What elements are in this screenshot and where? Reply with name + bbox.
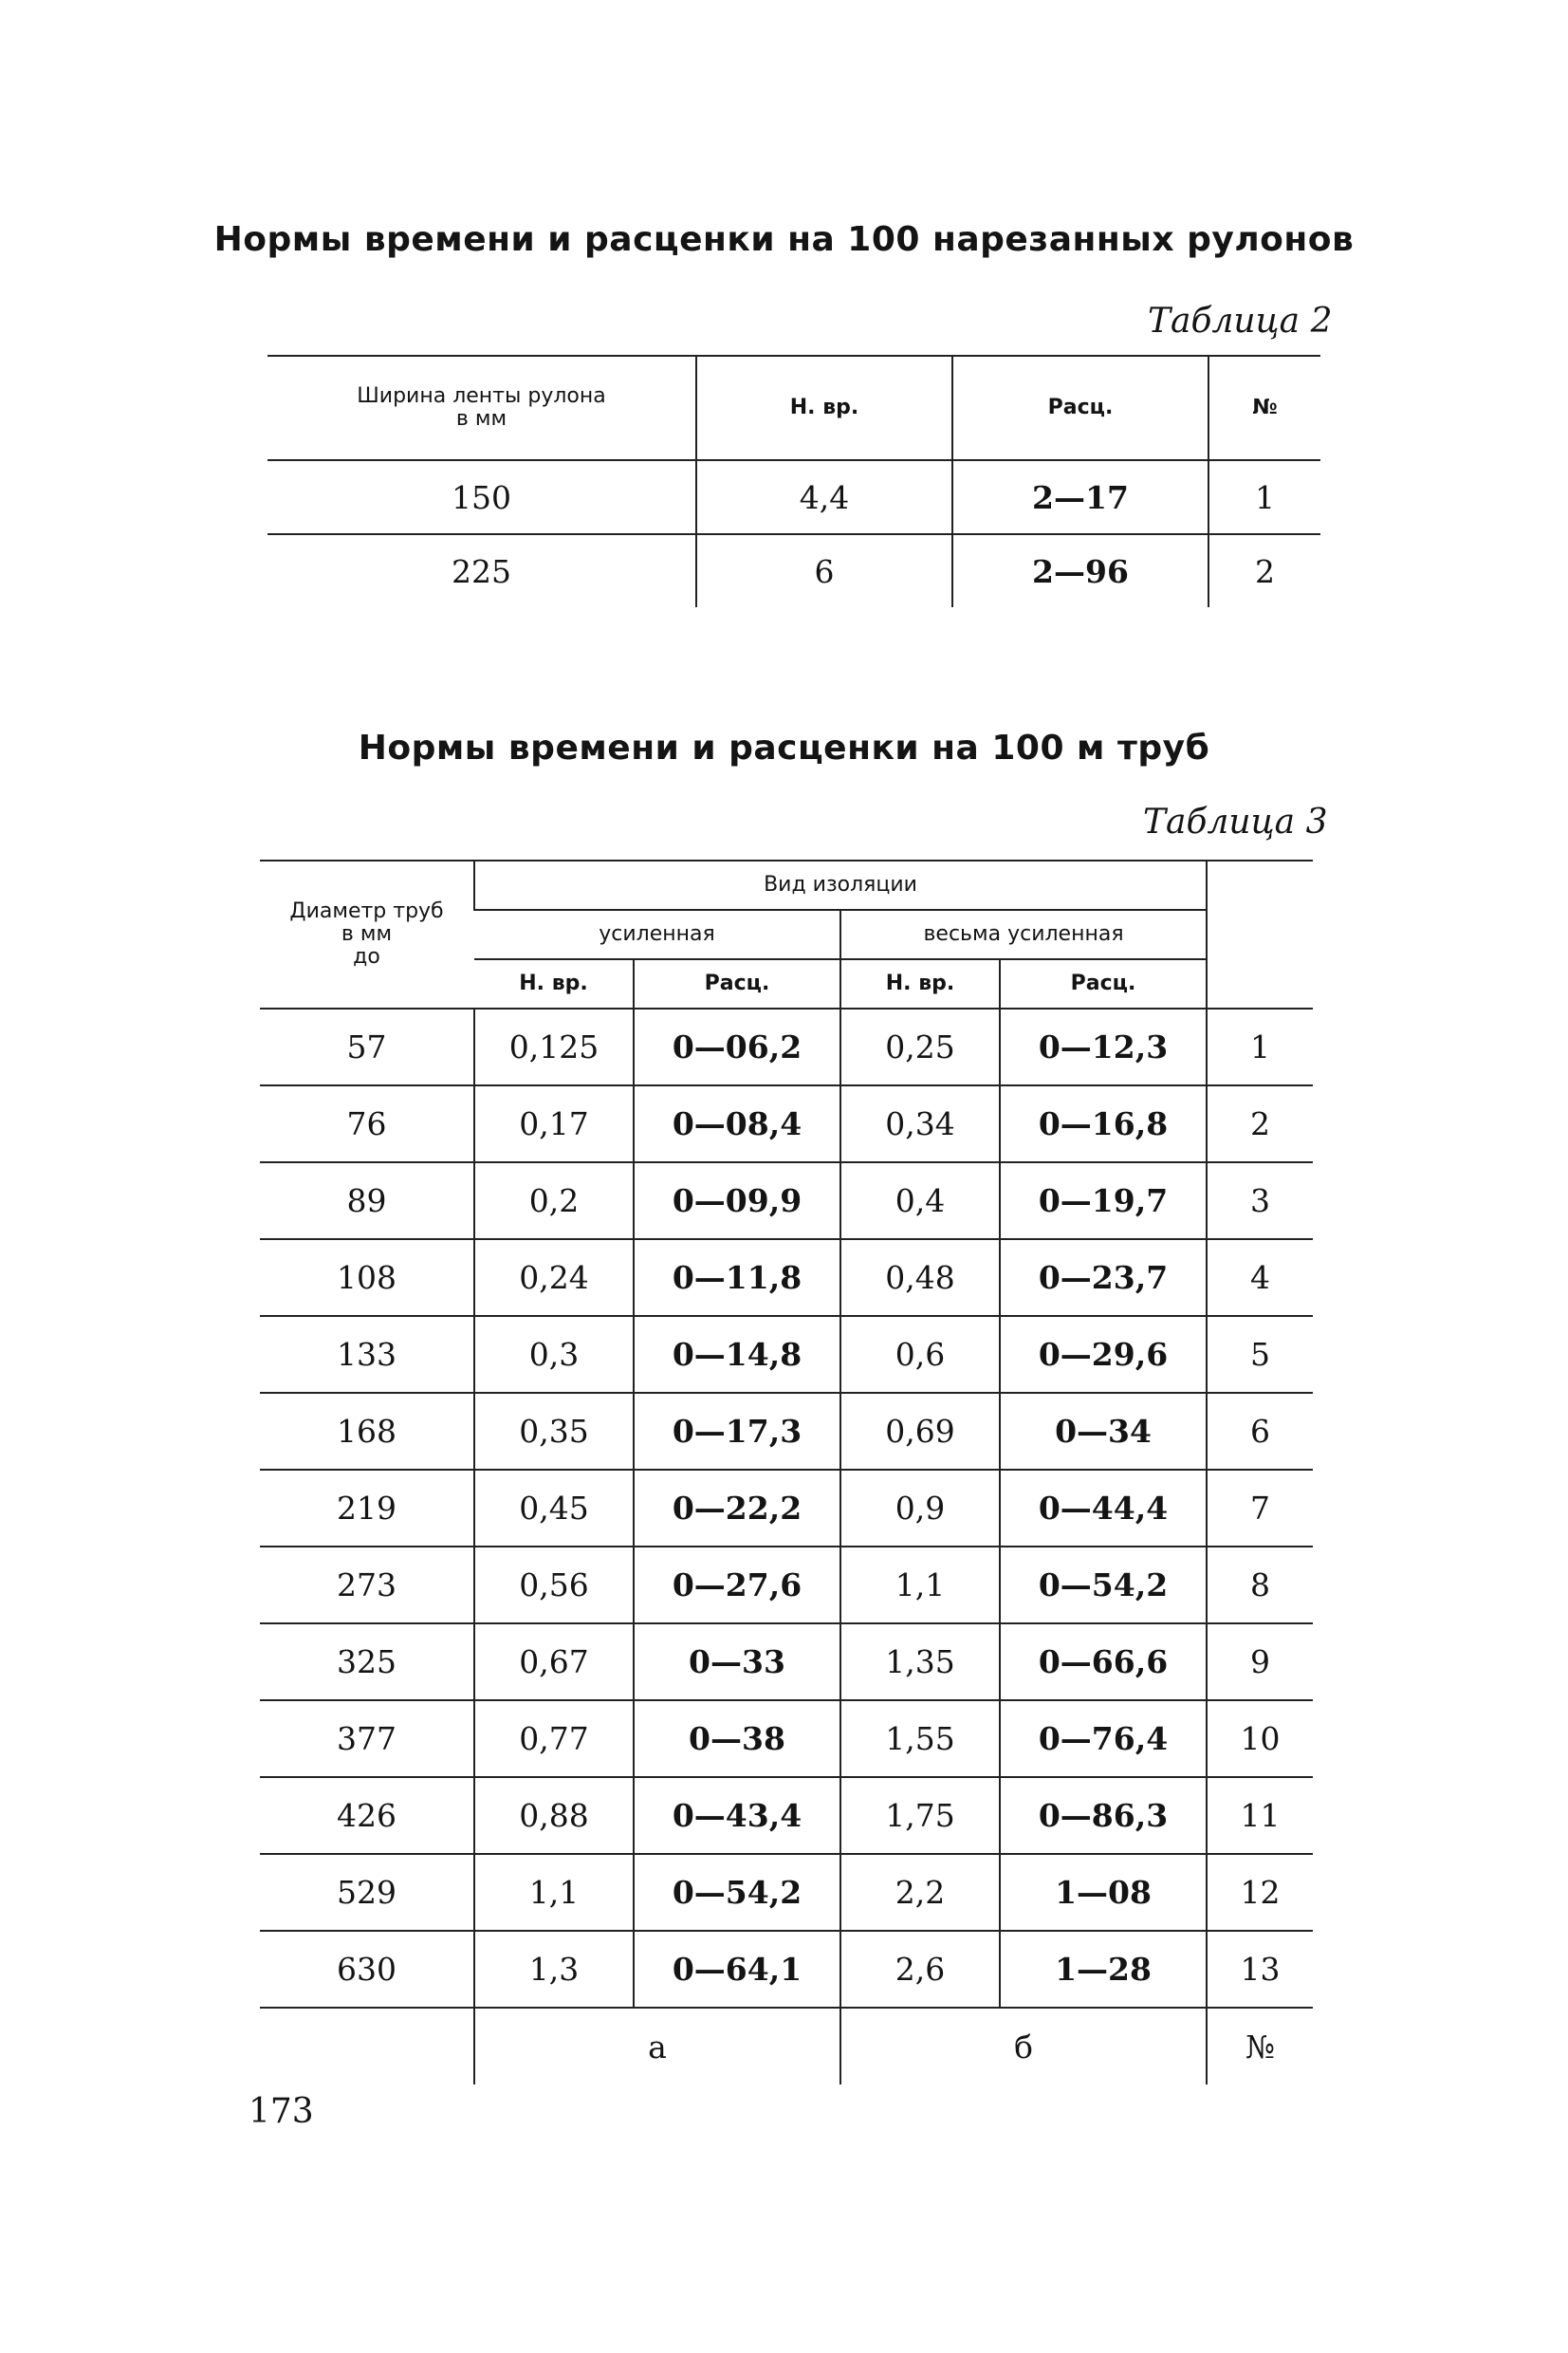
table3-cell-diameter: 529 xyxy=(260,1854,474,1931)
table3-cell-norm-reinforced: 0,56 xyxy=(474,1547,634,1623)
table3-cell-rate-very-reinforced: 0—34 xyxy=(1000,1393,1207,1470)
table3-cell-rate-reinforced: 0—27,6 xyxy=(634,1547,840,1623)
table3-cell-norm-very-reinforced: 0,48 xyxy=(840,1239,1000,1316)
table3-cell-rate-reinforced: 0—64,1 xyxy=(634,1931,840,2008)
table3-cell-norm-very-reinforced: 2,2 xyxy=(840,1854,1000,1931)
table3-cell-rate-reinforced: 0—22,2 xyxy=(634,1470,840,1547)
table3-cell-rate-very-reinforced: 0—23,7 xyxy=(1000,1239,1207,1316)
table3-cell-rate-very-reinforced: 0—19,7 xyxy=(1000,1162,1207,1239)
table3-cell-norm-reinforced: 0,77 xyxy=(474,1700,634,1777)
table3-cell-rate-very-reinforced: 0—44,4 xyxy=(1000,1470,1207,1547)
table3-cell-norm-reinforced: 0,2 xyxy=(474,1162,634,1239)
table3-cell-rate-very-reinforced: 0—86,3 xyxy=(1000,1777,1207,1854)
table3-cell-norm-reinforced: 0,125 xyxy=(474,1009,634,1085)
table3-cell-norm-very-reinforced: 0,34 xyxy=(840,1085,1000,1162)
table3-header-norm-a: Н. вр. xyxy=(474,959,634,1009)
table3-cell-diameter: 219 xyxy=(260,1470,474,1547)
table-row xyxy=(260,1009,1313,1085)
table3-cell-rate-very-reinforced: 0—12,3 xyxy=(1000,1009,1207,1085)
table2-header-number: № xyxy=(1208,356,1320,460)
table3-cell-diameter: 325 xyxy=(260,1623,474,1700)
table3 xyxy=(260,860,1313,2084)
table3-cell-norm-very-reinforced: 1,35 xyxy=(840,1623,1000,1700)
table3-cell-diameter: 377 xyxy=(260,1700,474,1777)
table2-header-norm: Н. вр. xyxy=(696,356,952,460)
table3-cell-rate-reinforced: 0—54,2 xyxy=(634,1854,840,1931)
table3-cell-rate-very-reinforced: 1—08 xyxy=(1000,1854,1207,1931)
table3-footer-b: б xyxy=(840,2008,1207,2084)
table3-header-very-reinforced: весьма усиленная xyxy=(840,910,1207,959)
table3-cell-rate-very-reinforced: 0—29,6 xyxy=(1000,1316,1207,1393)
table3-cell-norm-reinforced: 0,88 xyxy=(474,1777,634,1854)
table3-cell-number: 10 xyxy=(1207,1700,1313,1777)
table3-cell-diameter: 108 xyxy=(260,1239,474,1316)
table3-cell-rate-reinforced: 0—08,4 xyxy=(634,1085,840,1162)
table3-cell-norm-very-reinforced: 0,69 xyxy=(840,1393,1000,1470)
table3-cell-rate-very-reinforced: 0—76,4 xyxy=(1000,1700,1207,1777)
table3-header-diameter-line2: в мм xyxy=(341,922,393,946)
table3-cell-norm-very-reinforced: 1,55 xyxy=(840,1700,1000,1777)
table3-cell-rate-very-reinforced: 0—16,8 xyxy=(1000,1085,1207,1162)
table3-cell-rate-reinforced: 0—17,3 xyxy=(634,1393,840,1470)
table2-cell-width: 150 xyxy=(267,460,696,534)
table3-footer-a: а xyxy=(474,2008,840,2084)
table3-cell-rate-reinforced: 0—06,2 xyxy=(634,1009,840,1085)
table3-cell-number: 5 xyxy=(1207,1316,1313,1393)
table-row xyxy=(260,1470,1313,1547)
table3-cell-rate-reinforced: 0—43,4 xyxy=(634,1777,840,1854)
table3-cell-norm-reinforced: 1,3 xyxy=(474,1931,634,2008)
table-row xyxy=(260,1547,1313,1623)
table3-header-diameter-line3: до xyxy=(353,945,380,969)
table3-cell-number: 9 xyxy=(1207,1623,1313,1700)
table3-cell-diameter: 168 xyxy=(260,1393,474,1470)
table2-header-width xyxy=(267,356,696,460)
table3-cell-rate-very-reinforced: 0—66,6 xyxy=(1000,1623,1207,1700)
table3-cell-norm-very-reinforced: 0,25 xyxy=(840,1009,1000,1085)
table3-cell-diameter: 133 xyxy=(260,1316,474,1393)
table3-cell-norm-reinforced: 1,1 xyxy=(474,1854,634,1931)
table2-cell-norm: 6 xyxy=(696,534,952,607)
table3-cell-number: 4 xyxy=(1207,1239,1313,1316)
table3-cell-rate-reinforced: 0—33 xyxy=(634,1623,840,1700)
table3-cell-norm-reinforced: 0,3 xyxy=(474,1316,634,1393)
table3-cell-rate-reinforced: 0—11,8 xyxy=(634,1239,840,1316)
table3-cell-norm-very-reinforced: 0,9 xyxy=(840,1470,1000,1547)
table-row xyxy=(267,534,1320,607)
table3-cell-diameter: 89 xyxy=(260,1162,474,1239)
table3-caption: Таблица 3 xyxy=(1143,803,1328,842)
table3-cell-diameter: 426 xyxy=(260,1777,474,1854)
table3-cell-diameter: 76 xyxy=(260,1085,474,1162)
table3-footer-row xyxy=(260,2008,1313,2084)
table2-title: Нормы времени и расценки на 100 нарезанных рулонов xyxy=(213,220,1355,259)
table-row xyxy=(260,1162,1313,1239)
table2-cell-rate: 2—96 xyxy=(952,534,1208,607)
table-row xyxy=(260,1393,1313,1470)
table2-header-width-line2: в мм xyxy=(455,407,507,431)
table3-header-norm-b: Н. вр. xyxy=(840,959,1000,1009)
table3-header-rate-a: Расц. xyxy=(634,959,840,1009)
table-row xyxy=(260,1777,1313,1854)
table3-header-number-empty xyxy=(1207,861,1313,1009)
table3-cell-number: 7 xyxy=(1207,1470,1313,1547)
table3-cell-rate-reinforced: 0—14,8 xyxy=(634,1316,840,1393)
table3-header-row-1 xyxy=(260,861,1313,910)
table3-footer-empty xyxy=(260,2008,474,2084)
table-row xyxy=(260,1854,1313,1931)
table3-cell-number: 6 xyxy=(1207,1393,1313,1470)
table3-cell-number: 8 xyxy=(1207,1547,1313,1623)
table3-header-rate-b: Расц. xyxy=(1000,959,1207,1009)
table2-header-row xyxy=(267,356,1320,460)
table-row xyxy=(260,1239,1313,1316)
table3-header-reinforced: усиленная xyxy=(474,910,840,959)
table3-cell-norm-very-reinforced: 1,75 xyxy=(840,1777,1000,1854)
table3-cell-norm-very-reinforced: 2,6 xyxy=(840,1931,1000,2008)
table2-cell-rate: 2—17 xyxy=(952,460,1208,534)
table3-cell-rate-very-reinforced: 1—28 xyxy=(1000,1931,1207,2008)
table2-cell-width: 225 xyxy=(452,552,511,590)
table2-header-width-line1: Ширина ленты рулона xyxy=(357,384,606,408)
table2-header-rate: Расц. xyxy=(952,356,1208,460)
table3-cell-number: 12 xyxy=(1207,1854,1313,1931)
table-row xyxy=(260,1700,1313,1777)
table2-cell-number: 2 xyxy=(1208,534,1320,607)
table2-cell-norm: 4,4 xyxy=(696,460,952,534)
table3-cell-number: 13 xyxy=(1207,1931,1313,2008)
table3-body xyxy=(260,1009,1313,2008)
table-row xyxy=(260,1931,1313,2008)
table3-cell-norm-very-reinforced: 0,4 xyxy=(840,1162,1000,1239)
table3-cell-number: 3 xyxy=(1207,1162,1313,1239)
table-row xyxy=(260,1085,1313,1162)
table3-cell-norm-reinforced: 0,35 xyxy=(474,1393,634,1470)
table3-header-diameter xyxy=(260,861,474,1009)
table3-header-insulation-type: Вид изоляции xyxy=(474,861,1207,910)
table3-cell-number: 2 xyxy=(1207,1085,1313,1162)
table3-cell-norm-very-reinforced: 0,6 xyxy=(840,1316,1000,1393)
table3-footer-number: № xyxy=(1207,2008,1313,2084)
table3-cell-norm-very-reinforced: 1,1 xyxy=(840,1547,1000,1623)
table3-cell-number: 1 xyxy=(1207,1009,1313,1085)
table3-cell-rate-very-reinforced: 0—54,2 xyxy=(1000,1547,1207,1623)
table3-cell-rate-reinforced: 0—38 xyxy=(634,1700,840,1777)
table3-title: Нормы времени и расценки на 100 м труб xyxy=(358,729,1210,768)
table3-cell-rate-reinforced: 0—09,9 xyxy=(634,1162,840,1239)
table3-cell-number: 11 xyxy=(1207,1777,1313,1854)
table3-cell-diameter: 273 xyxy=(260,1547,474,1623)
table3-cell-diameter: 57 xyxy=(260,1009,474,1085)
table2 xyxy=(267,355,1320,607)
table3-cell-norm-reinforced: 0,24 xyxy=(474,1239,634,1316)
table2-cell-number: 1 xyxy=(1208,460,1320,534)
table-row xyxy=(260,1316,1313,1393)
table2-caption: Таблица 2 xyxy=(1148,302,1333,341)
table3-cell-norm-reinforced: 0,67 xyxy=(474,1623,634,1700)
table3-cell-norm-reinforced: 0,45 xyxy=(474,1470,634,1547)
table3-cell-norm-reinforced: 0,17 xyxy=(474,1085,634,1162)
table3-header-diameter-line1: Диаметр труб xyxy=(289,899,444,923)
table3-cell-diameter: 630 xyxy=(260,1931,474,2008)
table-row xyxy=(260,1623,1313,1700)
table-row xyxy=(267,460,1320,534)
page-number: 173 xyxy=(249,2092,314,2131)
